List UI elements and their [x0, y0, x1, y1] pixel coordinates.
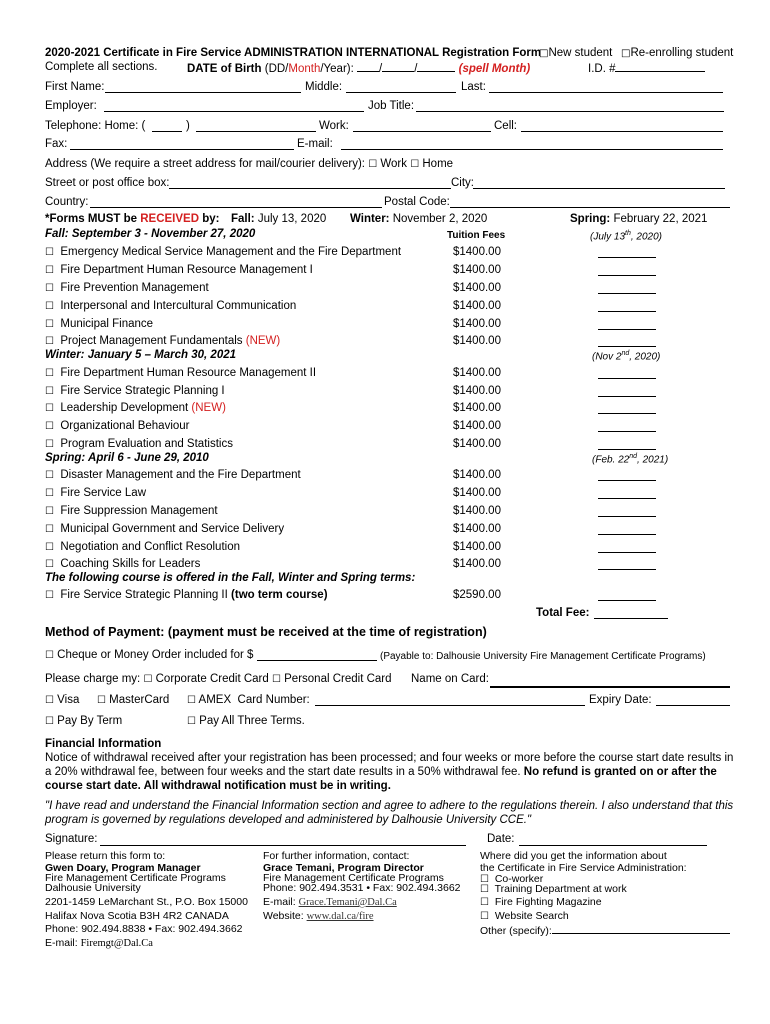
checkbox-icon[interactable]: ☐: [45, 319, 54, 330]
cell-blank[interactable]: [521, 131, 723, 132]
employer-label: Employer:: [45, 100, 97, 112]
course-fee: $1400.00: [453, 300, 501, 312]
last-blank[interactable]: [489, 92, 723, 93]
course-fee: $1400.00: [453, 367, 501, 379]
spell-month-note: (spell Month): [458, 63, 531, 75]
pay-by-term-option[interactable]: ☐ Pay By Term: [45, 715, 123, 727]
course-fee-blank[interactable]: [598, 329, 656, 330]
checkbox-icon[interactable]: ☐: [45, 470, 54, 481]
course-fee: $1400.00: [453, 385, 501, 397]
total-fee-blank[interactable]: [594, 618, 668, 619]
checkbox-icon[interactable]: ☐: [45, 559, 54, 570]
checkbox-icon[interactable]: ☐: [480, 897, 489, 908]
course-row[interactable]: ☐ Fire Suppression Management: [45, 505, 218, 517]
fall-term-heading: Fall: September 3 - November 27, 2020: [45, 228, 256, 240]
course-fee: $1400.00: [453, 318, 501, 330]
country-blank[interactable]: [90, 207, 382, 208]
checkbox-icon[interactable]: ☐: [45, 488, 54, 499]
checkbox-icon[interactable]: ☐: [45, 524, 54, 535]
employer-blank[interactable]: [104, 111, 364, 112]
tuition-fees-header: Tuition Fees: [447, 230, 506, 241]
course-row[interactable]: ☐ Organizational Behaviour: [45, 420, 190, 432]
checkbox-icon[interactable]: ☐: [45, 506, 54, 517]
expiry-blank[interactable]: [656, 705, 730, 706]
form-title: 2020-2021 Certificate in Fire Service ADMINISTRATION INTERNATIONAL Registration Form: [45, 47, 542, 59]
course-fee-blank[interactable]: [598, 275, 656, 276]
checkbox-icon[interactable]: ☐: [45, 590, 54, 601]
amex-option[interactable]: ☐ AMEX Card Number:: [187, 694, 310, 706]
country-label: Country:: [45, 196, 89, 208]
mastercard-option[interactable]: ☐ MasterCard: [97, 694, 170, 706]
course-row[interactable]: ☐ Fire Service Law: [45, 487, 146, 499]
email-label: E-mail:: [297, 138, 333, 150]
course-row[interactable]: ☐ Negotiation and Conflict Resolution: [45, 541, 240, 553]
date-blank[interactable]: [519, 845, 707, 846]
city-label: City:: [451, 177, 474, 189]
course-fee-blank[interactable]: [598, 413, 656, 414]
fax-blank[interactable]: [70, 149, 294, 150]
checkbox-icon[interactable]: ☐: [45, 301, 54, 312]
date-label: Date:: [487, 833, 515, 845]
dob-year-blank[interactable]: [417, 61, 455, 72]
total-fee-label: Total Fee:: [536, 607, 590, 619]
footer-return-address: Please return this form to: Gwen Doary, Program Manager Fire Management Certificate Programs Dalhousie University 2201-1459 LeMarchant St., P.O. Box 15000 Halifax Nova Scotia B3H 4R2 CANADA Phone: 902.494.8838 • Fax: 902.494.3662 E-mail: Firemgt@Dal.Ca: [45, 850, 248, 949]
personal-card-checkbox-icon[interactable]: ☐: [271, 674, 281, 685]
middle-label: Middle:: [305, 81, 343, 93]
course-row[interactable]: ☐ Emergency Medical Service Management and the Fire Department: [45, 246, 402, 258]
course-fee-blank[interactable]: [598, 396, 656, 397]
received-deadline-label: *Forms MUST be RECEIVED by:: [45, 213, 220, 225]
checkbox-icon[interactable]: ☐: [45, 650, 54, 661]
new-badge: (NEW): [245, 335, 281, 347]
checkbox-icon[interactable]: ☐: [187, 716, 196, 727]
dob-label: DATE of Birth: [187, 63, 262, 75]
course-fee: $1400.00: [453, 438, 501, 450]
checkbox-icon[interactable]: ☐: [480, 874, 489, 885]
cheque-amount-blank[interactable]: [257, 660, 377, 661]
course-fee-blank[interactable]: [598, 498, 656, 499]
course-fee-blank[interactable]: [598, 480, 656, 481]
address-work-checkbox-icon[interactable]: ☐: [368, 159, 378, 170]
financial-info-body: Notice of withdrawal received after your registration has been processed; and four weeks or more before the course start date results in a 20% withdrawal fee, between four weeks and the start date results in a 50% withdrawal fee. No refund is granted on or after the course start date. All withdrawal notification must be in writing.: [45, 752, 734, 792]
course-row[interactable]: ☐ Coaching Skills for Leaders: [45, 558, 201, 570]
card-number-blank[interactable]: [315, 705, 585, 706]
course-fee: $1400.00: [453, 282, 501, 294]
agreement-statement: "I have read and understand the Financial Information section and agree to adhere to the regulations therein. I also understand that this program is governed by regulations developed and administered by Dalhousie University CCE.": [45, 800, 734, 826]
course-fee: $1400.00: [453, 264, 501, 276]
payable-note: (Payable to: Dalhousie University Fire Management Certificate Programs): [380, 651, 706, 662]
spring-deadline: Spring: February 22, 2021: [570, 213, 708, 225]
checkbox-icon[interactable]: □: [539, 48, 549, 59]
course-fee-blank[interactable]: [598, 552, 656, 553]
course-fee-blank[interactable]: [598, 293, 656, 294]
course-fee-blank[interactable]: [598, 600, 656, 601]
course-fee-blank[interactable]: [598, 346, 656, 347]
course-row[interactable]: ☐ Leadership Development (NEW): [45, 402, 226, 414]
course-row[interactable]: ☐ Program Evaluation and Statistics: [45, 438, 233, 450]
job-title-label: Job Title:: [368, 100, 415, 112]
all-terms-heading: The following course is offered in the Fall, Winter and Spring terms:: [45, 572, 416, 584]
course-row[interactable]: ☐ Project Management Fundamentals (NEW): [45, 335, 281, 347]
course-fee-blank[interactable]: [598, 431, 656, 432]
checkbox-icon[interactable]: ☐: [45, 336, 54, 347]
course-row[interactable]: ☐ Fire Service Strategic Planning II (two term course): [45, 589, 328, 601]
id-blank[interactable]: [615, 61, 705, 72]
postal-code-blank[interactable]: [450, 207, 730, 208]
winter-deadline: Winter: November 2, 2020: [350, 213, 488, 225]
telephone-home-label: Telephone: Home: (: [45, 120, 146, 132]
first-name-label: First Name:: [45, 81, 105, 93]
course-fee: $1400.00: [453, 541, 501, 553]
winter-term-heading: Winter: January 5 – March 30, 2021: [45, 349, 237, 361]
course-fee: $1400.00: [453, 469, 501, 481]
cheque-option[interactable]: ☐ Cheque or Money Order included for $: [45, 649, 254, 661]
street-label: Street or post office box:: [45, 177, 170, 189]
checkbox-icon[interactable]: ☐: [97, 695, 106, 706]
course-fee-blank[interactable]: [598, 257, 656, 258]
course-fee-blank[interactable]: [598, 449, 656, 450]
charge-my-label: Please charge my: ☐ Corporate Credit Card ☐ Personal Credit Card: [45, 673, 392, 685]
work-phone-blank[interactable]: [353, 131, 491, 132]
dob-month-blank[interactable]: [382, 61, 414, 72]
footer-contact: For further information, contact: Grace Temani, Program Director Fire Management Certificate Programs Phone: 902.494.3531 • Fax: 902.494.3662 E-mail: Grace.Temani@Dal.Ca Website: www.dal.ca/fire: [263, 850, 461, 922]
course-row[interactable]: ☐ Fire Service Strategic Planning I: [45, 385, 225, 397]
fax-label: Fax:: [45, 138, 68, 150]
financial-info-heading: Financial Information: [45, 738, 162, 750]
reenrolling-option[interactable]: □Re-enrolling student: [621, 47, 734, 59]
address-home-checkbox-icon[interactable]: ☐: [410, 159, 420, 170]
course-fee: $1400.00: [453, 523, 501, 535]
checkbox-icon[interactable]: ☐: [45, 716, 54, 727]
area-code-blank[interactable]: [152, 131, 182, 132]
checkbox-icon[interactable]: ☐: [45, 421, 54, 432]
home-phone-blank[interactable]: [196, 131, 316, 132]
return-email-link[interactable]: Firemgt@Dal.Ca: [80, 937, 153, 949]
course-fee: $1400.00: [453, 558, 501, 570]
spring-term-heading: Spring: April 6 - June 29, 2010: [45, 452, 209, 464]
course-fee: $1400.00: [453, 420, 501, 432]
course-row[interactable]: ☐ Disaster Management and the Fire Department: [45, 469, 301, 481]
course-fee-blank[interactable]: [598, 311, 656, 312]
director-email-link[interactable]: Grace.Temani@Dal.Ca: [298, 897, 397, 908]
course-fee: $1400.00: [453, 487, 501, 499]
winter-deadline-note: (Nov 2nd, 2020): [592, 350, 661, 363]
checkbox-icon[interactable]: ☐: [45, 439, 54, 450]
course-fee-blank[interactable]: [598, 516, 656, 517]
checkbox-icon[interactable]: ☐: [45, 542, 54, 553]
expiry-label: Expiry Date:: [589, 694, 652, 706]
fall-deadline: Fall: July 13, 2020: [231, 213, 327, 225]
city-blank[interactable]: [473, 188, 725, 189]
checkbox-icon[interactable]: ☐: [45, 368, 54, 379]
other-specify-blank[interactable]: [552, 924, 730, 934]
course-row[interactable]: ☐ Interpersonal and Intercultural Communication: [45, 300, 297, 312]
checkbox-icon[interactable]: ☐: [187, 695, 196, 706]
corporate-card-checkbox-icon[interactable]: ☐: [143, 674, 153, 685]
dob-month: Month: [288, 63, 321, 75]
course-row[interactable]: ☐ Fire Department Human Resource Management I: [45, 264, 313, 276]
cell-label: Cell:: [494, 120, 518, 132]
street-blank[interactable]: [169, 188, 451, 189]
complete-all-note: Complete all sections.: [45, 61, 158, 73]
checkbox-icon[interactable]: ☐: [45, 403, 54, 414]
course-fee: $1400.00: [453, 246, 501, 258]
course-fee: $1400.00: [453, 505, 501, 517]
checkbox-icon[interactable]: ☐: [45, 265, 54, 276]
course-fee: $2590.00: [453, 589, 501, 601]
course-row[interactable]: ☐ Fire Prevention Management: [45, 282, 209, 294]
payment-heading: Method of Payment: (payment must be received at the time of registration): [45, 625, 487, 639]
course-fee-blank[interactable]: [598, 534, 656, 535]
signature-label: Signature:: [45, 833, 98, 845]
signature-blank[interactable]: [100, 845, 466, 846]
course-row[interactable]: ☐ Municipal Finance: [45, 318, 154, 330]
name-on-card-label: Name on Card:: [411, 673, 489, 685]
course-row[interactable]: ☐ Municipal Government and Service Delivery: [45, 523, 285, 535]
middle-blank[interactable]: [346, 92, 456, 93]
checkbox-icon[interactable]: ☐: [480, 910, 489, 922]
checkbox-icon[interactable]: ☐: [45, 283, 54, 294]
spring-deadline-note: (Feb. 22nd, 2021): [592, 453, 669, 466]
new-badge: (NEW): [191, 402, 226, 414]
fall-deadline-note: (July 13th, 2020): [590, 230, 662, 243]
first-name-blank[interactable]: [105, 92, 301, 93]
email-blank[interactable]: [341, 149, 723, 150]
course-fee-blank[interactable]: [598, 378, 656, 379]
visa-checkbox-icon[interactable]: ☐: [45, 695, 54, 706]
paren-close: ): [186, 120, 190, 132]
dob-field[interactable]: DATE of Birth (DD/Month/Year): / / (spell Month): [187, 63, 531, 75]
dob-day-blank[interactable]: [357, 61, 379, 72]
checkbox-icon[interactable]: ☐: [480, 884, 489, 895]
last-label: Last:: [461, 81, 486, 93]
course-fee-blank[interactable]: [598, 569, 656, 570]
website-link[interactable]: www.dal.ca/fire: [306, 910, 374, 922]
address-prompt: Address (We require a street address for mail/courier delivery): ☐ Work ☐ Home: [45, 158, 454, 170]
checkbox-icon[interactable]: □: [621, 48, 631, 59]
course-fee: $1400.00: [453, 402, 501, 414]
name-on-card-blank[interactable]: [490, 686, 730, 688]
course-row[interactable]: ☐ Fire Department Human Resource Management II: [45, 367, 317, 379]
new-student-option[interactable]: □New student: [539, 47, 613, 59]
card-type-options: ☐ Visa: [45, 694, 80, 706]
checkbox-icon[interactable]: ☐: [45, 386, 54, 397]
id-field[interactable]: I.D. #: [588, 61, 705, 75]
course-fee: $1400.00: [453, 335, 501, 347]
checkbox-icon[interactable]: ☐: [45, 247, 54, 258]
work-phone-label: Work:: [319, 120, 349, 132]
pay-all-terms-option[interactable]: ☐ Pay All Three Terms.: [187, 715, 305, 727]
job-title-blank[interactable]: [416, 111, 724, 112]
postal-code-label: Postal Code:: [384, 196, 450, 208]
footer-source-survey: Where did you get the information about the Certificate in Fire Service Administration: ☐ Co-worker ☐ Training Department at work ☐ Fire Fighting Magazine ☐ Website Search Other (specify):: [480, 851, 730, 938]
